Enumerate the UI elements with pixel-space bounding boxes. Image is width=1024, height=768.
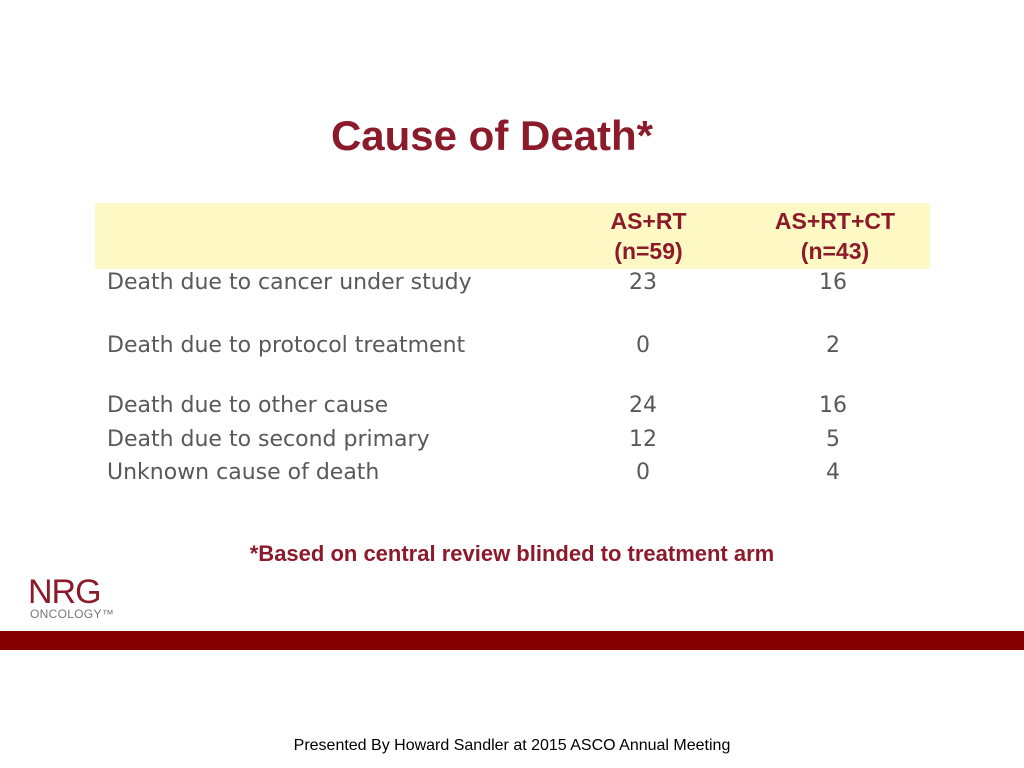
footer-bar <box>0 631 1024 650</box>
row-label: Death due to cancer under study <box>107 270 472 295</box>
as-rt-value: 0 <box>636 333 650 358</box>
table-row <box>0 270 1024 302</box>
logo-main-text: NRG <box>28 573 101 611</box>
table-row <box>0 427 1024 459</box>
slide-title <box>0 112 1024 160</box>
column-header-name: AS+RT+CT <box>774 208 896 234</box>
row-label: Death due to second primary <box>107 427 430 452</box>
column-header-as-rt <box>557 203 740 269</box>
column-header-as-rt-ct <box>744 203 926 269</box>
footnote <box>0 541 1024 567</box>
as-rt-value: 0 <box>636 460 650 485</box>
as-rt-ct-value: 16 <box>819 270 847 295</box>
nrg-oncology-logo <box>28 574 138 624</box>
table-row <box>0 393 1024 425</box>
as-rt-value: 24 <box>629 393 657 418</box>
column-header-n: (n=59) <box>614 238 683 264</box>
as-rt-ct-value: 16 <box>819 393 847 418</box>
as-rt-ct-value: 2 <box>826 333 840 358</box>
as-rt-value: 23 <box>629 270 657 295</box>
footnote-text: *Based on central review blinded to treatment arm <box>249 541 775 566</box>
table-row <box>0 460 1024 492</box>
table-row <box>0 333 1024 365</box>
as-rt-value: 12 <box>629 427 657 452</box>
row-label: Unknown cause of death <box>107 460 380 485</box>
column-header-name: AS+RT <box>610 208 687 234</box>
logo-sub-text: ONCOLOGY™ <box>30 607 115 621</box>
as-rt-ct-value: 5 <box>826 427 840 452</box>
row-label: Death due to protocol treatment <box>107 333 466 358</box>
slide-title-text: Cause of Death* <box>330 112 654 159</box>
presented-by-caption: Presented By Howard Sandler at 2015 ASCO Annual Meeting <box>293 737 731 754</box>
as-rt-ct-value: 4 <box>826 460 840 485</box>
column-header-n: (n=43) <box>800 238 870 264</box>
row-label: Death due to other cause <box>107 393 389 418</box>
